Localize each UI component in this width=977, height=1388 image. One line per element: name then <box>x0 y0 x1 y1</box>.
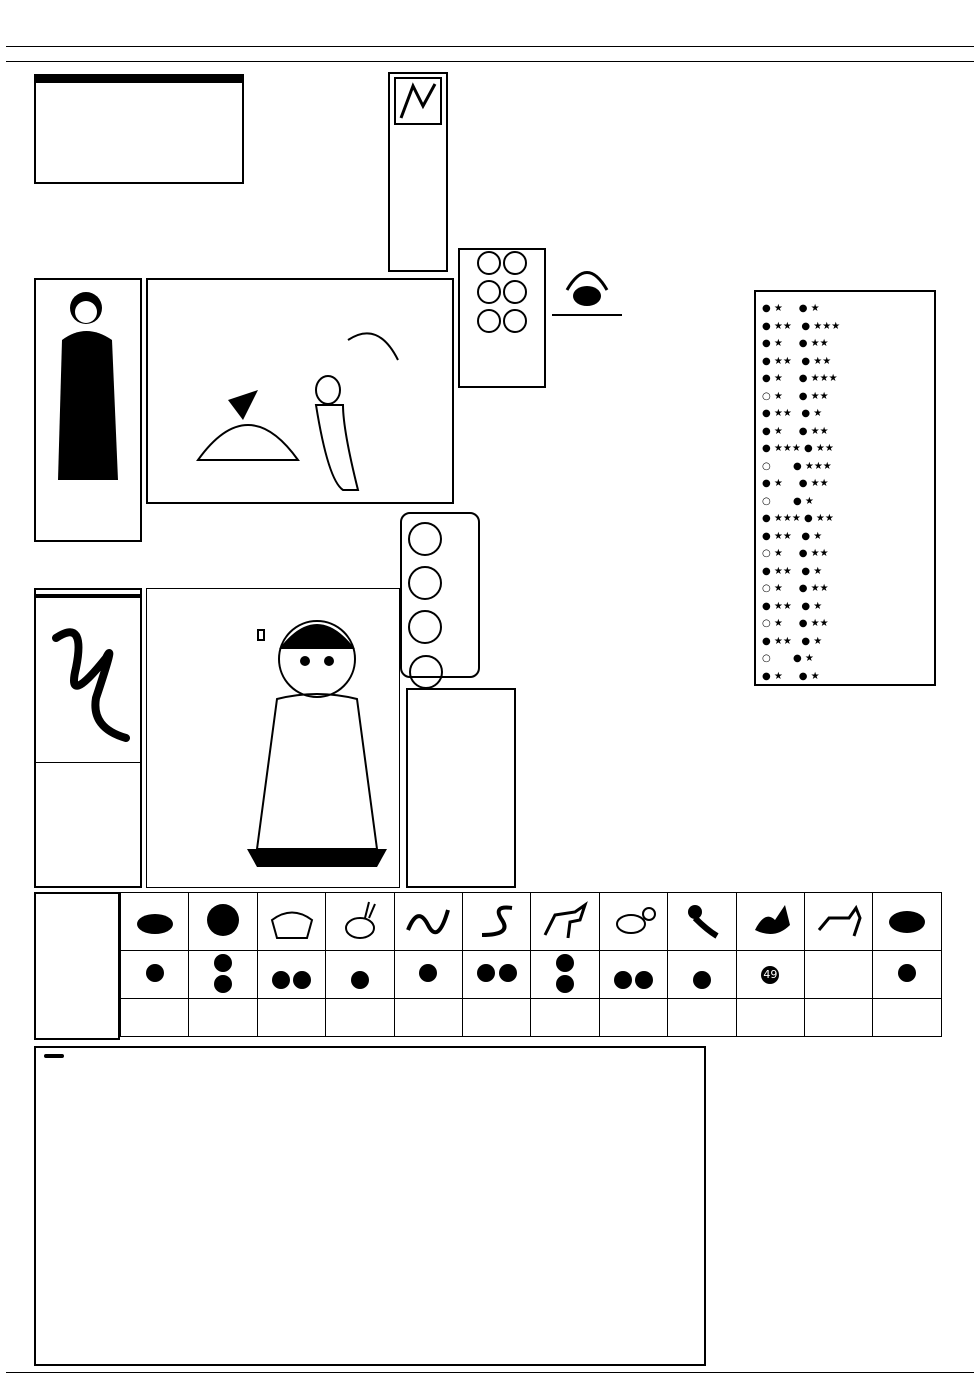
hot-number <box>408 522 442 556</box>
zodiac-bottom-row <box>121 999 942 1037</box>
zodiac-numbers <box>805 951 873 999</box>
poem-text <box>622 262 714 352</box>
zodiac-cell <box>257 893 325 951</box>
red-number <box>477 280 501 304</box>
hot-number <box>409 655 443 689</box>
hot-select-panel <box>400 512 480 678</box>
results-title <box>44 1054 64 1058</box>
road-icon <box>393 76 443 126</box>
nine-wave-dots: ● ★ ● ★ ● ★★ ● ★★★ ● ★ ● ★★ ● ★★ ● ★★ ● ★ ● ★★★ ○ ★ ● ★★ ● ★★ ● ★ ● ★ ● ★★ ● ★★★ ● ★★ ○ ● ★★★ ● ★ ● ★★ ○ ● ★ ● ★★★ ● ★★ ● ★★ ● ★ ○ ★ ● ★★ ● ★★ ● ★ ○ ★ ● ★★ ● ★★ ● ★ ○ ★ ● ★★ ● ★★ ● ★ ○ ● ★ ● ★ ● ★ <box>762 303 841 682</box>
zodiac-numbers <box>599 951 667 999</box>
zodiac-cell <box>599 893 667 951</box>
zodiac-cell <box>531 893 599 951</box>
rat-icon <box>130 900 180 940</box>
zodiac-animal-row <box>121 893 942 951</box>
picture-panel <box>146 278 454 504</box>
tiger-icon <box>267 900 317 940</box>
zodiac-numbers <box>394 951 462 999</box>
zodiac-numbers <box>463 951 531 999</box>
zodiac-cell <box>463 893 531 951</box>
last-period-text <box>74 74 380 276</box>
zodiac-numbers <box>121 951 189 999</box>
zodiac-cell <box>736 893 804 951</box>
hot-number <box>408 610 442 644</box>
zodiac-table <box>120 892 942 1037</box>
zodiac-cell <box>326 893 394 951</box>
treasure-panel <box>552 250 622 360</box>
goat-icon <box>609 900 659 940</box>
treasure-label <box>552 314 622 316</box>
nine-wave-panel <box>754 290 936 686</box>
zodiac-numbers <box>326 951 394 999</box>
zodiac-numbers <box>189 951 257 999</box>
treasure-pot-icon <box>557 250 617 310</box>
red-number <box>503 280 527 304</box>
green-number <box>503 309 527 333</box>
zodiac-numbers <box>531 951 599 999</box>
portrait-image <box>36 280 140 490</box>
rooster-icon <box>745 900 795 940</box>
zodiac-cell <box>668 893 736 951</box>
banner-text <box>257 629 265 641</box>
results-panel <box>34 1046 706 1366</box>
green-number <box>477 309 501 333</box>
explain-text <box>518 688 938 886</box>
blue-number <box>503 251 527 275</box>
guess-label <box>36 762 140 763</box>
scenery-image <box>148 280 452 502</box>
color-wave-panel <box>458 248 546 388</box>
child-image <box>207 599 407 879</box>
dragon-icon <box>403 900 453 940</box>
zodiac-numbers: 49 <box>736 951 804 999</box>
results-dots <box>248 1100 698 1364</box>
calligraphy-image <box>36 598 140 758</box>
snake-icon <box>472 900 522 940</box>
catch-road-panel <box>388 72 448 272</box>
zodiac-number-row <box>121 951 942 999</box>
blue-number <box>477 251 501 275</box>
bottom-strip <box>6 1372 974 1387</box>
top-strip <box>6 46 974 62</box>
horse-icon <box>540 900 590 940</box>
zodiac-cell <box>873 893 942 951</box>
rabbit-icon <box>335 900 385 940</box>
child-panel <box>146 588 400 888</box>
zodiac-numbers <box>668 951 736 999</box>
zodiac-numbers <box>257 951 325 999</box>
zodiac-cell <box>121 893 189 951</box>
zodiac-numbers <box>873 951 942 999</box>
portrait-panel <box>34 278 142 542</box>
right-strip <box>944 62 972 1380</box>
ox-icon <box>198 900 248 940</box>
left-strip <box>6 62 34 1380</box>
zodiac-label-box <box>34 892 120 1040</box>
zodiac-cell <box>805 893 873 951</box>
zodiac-cell <box>394 893 462 951</box>
hot-number <box>408 566 442 600</box>
dog-icon <box>814 900 864 940</box>
zodiac-cell <box>189 893 257 951</box>
explain-title-box <box>406 688 516 888</box>
pig-icon <box>882 900 932 940</box>
this-period-panel <box>146 512 394 582</box>
horse-panel <box>34 588 142 888</box>
monkey-icon <box>677 900 727 940</box>
